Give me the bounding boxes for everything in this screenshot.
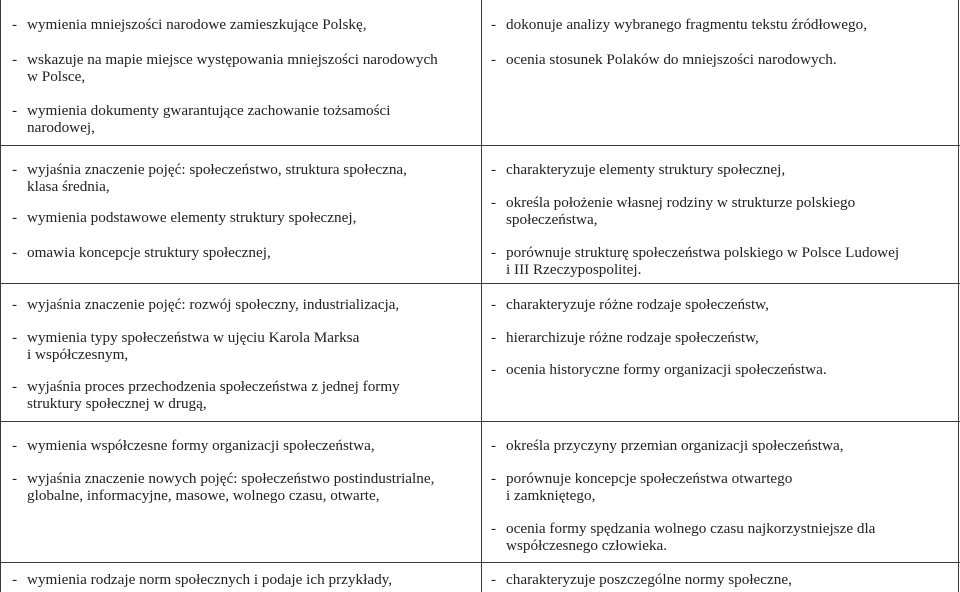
- table-column-divider: [481, 0, 482, 592]
- list-item: [491, 470, 792, 504]
- list-item-text: wyjaśnia proces przechodzenia społeczeństwa z jednej formy struktury społecznej w drugą,: [27, 378, 400, 412]
- bullet-dash: -: [12, 329, 18, 346]
- list-item: [12, 161, 407, 195]
- bullet-dash: -: [491, 244, 497, 261]
- list-item: [12, 244, 271, 261]
- bullet-dash: -: [491, 437, 497, 454]
- list-item: [491, 571, 792, 588]
- list-item-text: wskazuje na mapie miejsce występowania mniejszości narodowych w Polsce,: [27, 51, 438, 85]
- list-item: [491, 437, 844, 454]
- bullet-dash: -: [12, 161, 18, 178]
- bullet-dash: -: [491, 16, 497, 33]
- list-item: [491, 194, 855, 228]
- list-item-text: porównuje koncepcje społeczeństwa otwartego i zamkniętego,: [506, 470, 793, 504]
- list-item: [12, 571, 392, 588]
- list-item-text: porównuje strukturę społeczeństwa polskiego w Polsce Ludowej i III Rzeczypospolitej.: [506, 244, 900, 278]
- bullet-dash: -: [491, 571, 497, 588]
- list-item: [12, 296, 399, 313]
- bullet-dash: -: [12, 209, 18, 226]
- bullet-dash: -: [12, 470, 18, 487]
- list-item: [12, 470, 434, 504]
- list-item: [491, 329, 759, 346]
- list-item: [12, 16, 367, 33]
- bullet-dash: -: [491, 329, 497, 346]
- bullet-dash: -: [491, 161, 497, 178]
- bullet-dash: -: [491, 470, 497, 487]
- list-item-text: określa przyczyny przemian organizacji społeczeństwa,: [506, 437, 844, 454]
- list-item-text: określa położenie własnej rodziny w strukturze polskiego społeczeństwa,: [506, 194, 856, 228]
- bullet-dash: -: [12, 296, 18, 313]
- bullet-dash: -: [12, 51, 18, 68]
- list-item-text: ocenia historyczne formy organizacji społeczeństwa.: [506, 361, 827, 378]
- bullet-dash: -: [491, 361, 497, 378]
- list-item-text: charakteryzuje poszczególne normy społeczne,: [506, 571, 792, 588]
- list-item-text: wymienia podstawowe elementy struktury społecznej,: [27, 209, 357, 226]
- bullet-dash: -: [491, 520, 497, 537]
- list-item-text: hierarchizuje różne rodzaje społeczeństw,: [506, 329, 759, 346]
- list-item-text: wyjaśnia znaczenie pojęć: społeczeństwo, struktura społeczna, klasa średnia,: [27, 161, 407, 195]
- list-item-text: dokonuje analizy wybranego fragmentu tekstu źródłowego,: [506, 16, 868, 33]
- list-item-text: wymienia rodzaje norm społecznych i podaje ich przykłady,: [27, 571, 393, 588]
- list-item: [12, 437, 375, 454]
- list-item: [491, 244, 899, 278]
- list-item-text: wyjaśnia znaczenie nowych pojęć: społeczeństwo postindustrialne, globalne, informacyjne, masowe, wolnego czasu, otwarte,: [27, 470, 435, 504]
- bullet-dash: -: [491, 194, 497, 211]
- list-item: [12, 102, 391, 136]
- list-item: [491, 161, 785, 178]
- list-item-text: charakteryzuje elementy struktury społecznej,: [506, 161, 786, 178]
- list-item: [491, 361, 827, 378]
- list-item-text: charakteryzuje różne rodzaje społeczeństw,: [506, 296, 769, 313]
- row-divider: [0, 562, 960, 563]
- bullet-dash: -: [12, 244, 18, 261]
- list-item-text: wymienia mniejszości narodowe zamieszkujące Polskę,: [27, 16, 367, 33]
- table-border-left: [0, 0, 1, 592]
- list-item: [12, 51, 438, 85]
- list-item-text: omawia koncepcje struktury społecznej,: [27, 244, 271, 261]
- list-item-text: wyjaśnia znaczenie pojęć: rozwój społeczny, industrializacja,: [27, 296, 400, 313]
- row-divider: [0, 283, 960, 284]
- list-item: [12, 378, 400, 412]
- table-border-right: [958, 0, 959, 592]
- list-item: [491, 16, 867, 33]
- row-divider: [0, 145, 960, 146]
- list-item: [491, 520, 875, 554]
- list-item: [491, 296, 769, 313]
- bullet-dash: -: [491, 296, 497, 313]
- bullet-dash: -: [12, 102, 18, 119]
- list-item-text: ocenia stosunek Polaków do mniejszości narodowych.: [506, 51, 837, 68]
- list-item-text: wymienia dokumenty gwarantujące zachowanie tożsamości narodowej,: [27, 102, 391, 136]
- list-item: [12, 209, 356, 226]
- list-item-text: wymienia typy społeczeństwa w ujęciu Karola Marksa i współczesnym,: [27, 329, 360, 363]
- bullet-dash: -: [491, 51, 497, 68]
- list-item: [491, 51, 837, 68]
- bullet-dash: -: [12, 378, 18, 395]
- list-item-text: wymienia współczesne formy organizacji społeczeństwa,: [27, 437, 375, 454]
- list-item-text: ocenia formy spędzania wolnego czasu najkorzystniejsze dla współczesnego człowieka.: [506, 520, 876, 554]
- bullet-dash: -: [12, 437, 18, 454]
- list-item: [12, 329, 359, 363]
- row-divider: [0, 421, 960, 422]
- bullet-dash: -: [12, 16, 18, 33]
- bullet-dash: -: [12, 571, 18, 588]
